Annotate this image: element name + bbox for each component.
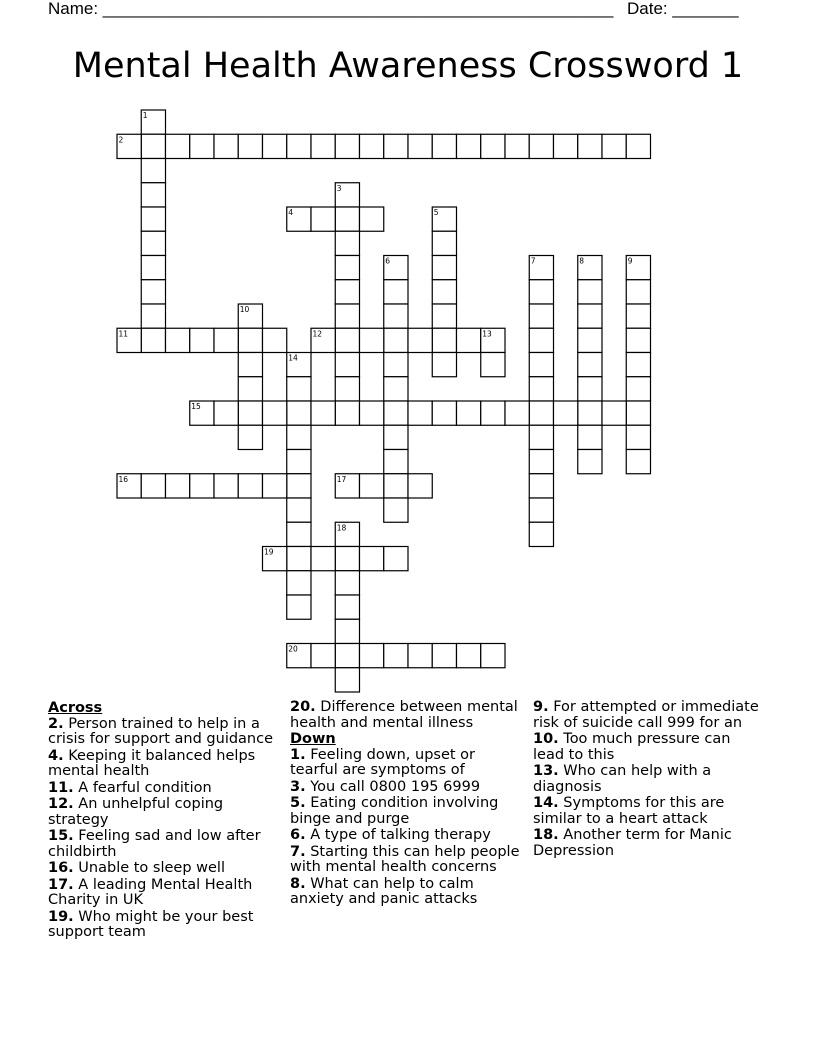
clue-text: Feeling sad and low after childbirth	[48, 828, 261, 860]
grid-cell[interactable]	[578, 425, 602, 449]
grid-cell[interactable]	[141, 256, 165, 280]
grid-cell[interactable]	[529, 425, 553, 449]
clue-number-label: 7	[530, 256, 536, 266]
clue-number-label: 20	[288, 644, 298, 654]
grid-cell[interactable]	[481, 134, 505, 158]
clue-number: 7.	[290, 843, 306, 860]
grid-cell[interactable]	[335, 134, 359, 158]
grid-cell[interactable]	[141, 231, 165, 255]
clue-down-5	[290, 796, 522, 827]
clue-text: Eating condition involving binge and purge	[290, 795, 499, 827]
grid-cell[interactable]	[529, 304, 553, 328]
clue-text: Starting this can help people with mental health concerns	[290, 843, 520, 875]
grid-cell[interactable]	[432, 280, 456, 304]
clues-column-1	[48, 700, 280, 942]
grid-cell[interactable]	[287, 377, 311, 401]
grid-cell[interactable]	[408, 328, 432, 352]
grid-cell[interactable]	[311, 134, 335, 158]
grid-cell[interactable]	[287, 401, 311, 425]
grid-cell[interactable]	[384, 328, 408, 352]
grid-cell[interactable]	[457, 644, 481, 668]
grid-cell[interactable]	[626, 134, 650, 158]
grid-cell[interactable]	[481, 401, 505, 425]
grid-cell[interactable]	[578, 328, 602, 352]
grid-cell[interactable]	[141, 328, 165, 352]
clue-number-label: 1	[142, 111, 148, 120]
clue-number: 14.	[533, 795, 559, 811]
grid-cell[interactable]	[384, 644, 408, 668]
clue-across-11	[48, 781, 280, 797]
grid-cell[interactable]	[505, 134, 529, 158]
grid-cell[interactable]	[529, 498, 553, 522]
grid-cell[interactable]	[287, 474, 311, 498]
grid-cell[interactable]	[190, 328, 214, 352]
grid-cell[interactable]	[408, 134, 432, 158]
clue-number-label: 4	[288, 208, 294, 217]
grid-cell[interactable]	[238, 474, 262, 498]
grid-cell[interactable]	[214, 134, 238, 158]
clue-across-12	[48, 797, 280, 828]
grid-cell[interactable]	[263, 134, 287, 158]
grid-cell[interactable]	[384, 304, 408, 328]
grid-cell[interactable]	[214, 401, 238, 425]
grid-cell[interactable]	[190, 474, 214, 498]
down-heading: Down	[290, 731, 336, 747]
grid-cell[interactable]	[238, 425, 262, 449]
grid-cell[interactable]	[311, 207, 335, 231]
grid-cell[interactable]	[335, 401, 359, 425]
grid-cell[interactable]	[141, 183, 165, 207]
clue-number: 19.	[48, 908, 74, 925]
grid-cell[interactable]	[335, 280, 359, 304]
clue-text: A type of talking therapy	[310, 827, 491, 843]
grid-cell[interactable]	[311, 401, 335, 425]
clue-text: Unable to sleep well	[78, 860, 225, 876]
grid-cell[interactable]	[238, 377, 262, 401]
clue-number: 12.	[48, 796, 74, 812]
clue-number-label: 2	[118, 135, 124, 145]
grid-cell[interactable]	[360, 134, 384, 158]
clue-number-label: 13	[482, 329, 492, 339]
grid-cell[interactable]	[335, 304, 359, 328]
grid-cell[interactable]	[408, 401, 432, 425]
clue-number-label: 19	[264, 547, 274, 557]
grid-cell[interactable]	[214, 328, 238, 352]
grid-cell[interactable]	[287, 425, 311, 449]
clue-text: Who might be your best support team	[48, 908, 254, 940]
clue-number: 15.	[48, 828, 74, 844]
grid-cell[interactable]	[529, 328, 553, 352]
grid-cell[interactable]	[578, 134, 602, 158]
grid-cell[interactable]	[141, 474, 165, 498]
clues-column-3	[533, 700, 765, 860]
grid-cell[interactable]	[214, 474, 238, 498]
grid-cell[interactable]	[287, 547, 311, 571]
clue-across-17	[48, 878, 280, 909]
clue-text: A fearful condition	[78, 779, 212, 796]
grid-cell[interactable]	[578, 377, 602, 401]
grid-cell[interactable]	[335, 619, 359, 643]
grid-cell[interactable]	[529, 522, 553, 546]
grid-cell[interactable]	[626, 280, 650, 304]
clue-number: 10.	[533, 731, 559, 747]
grid-cell[interactable]	[432, 401, 456, 425]
grid-cell[interactable]	[263, 401, 287, 425]
grid-cell[interactable]	[529, 401, 553, 425]
grid-cell[interactable]	[626, 353, 650, 377]
clue-number: 11.	[48, 779, 74, 796]
grid-cell[interactable]	[529, 377, 553, 401]
clue-number: 18.	[533, 827, 559, 843]
clue-number: 5.	[290, 795, 306, 811]
grid-cell[interactable]	[335, 547, 359, 571]
grid-cell[interactable]	[529, 353, 553, 377]
clue-text: What can help to calm anxiety and panic attacks	[290, 875, 478, 907]
grid-cell[interactable]	[626, 328, 650, 352]
grid-cell[interactable]	[335, 668, 359, 692]
clue-number: 4.	[48, 747, 64, 764]
date-line: Date: _______	[627, 0, 739, 18]
grid-cell[interactable]	[287, 595, 311, 619]
grid-cell[interactable]	[335, 644, 359, 668]
grid-cell[interactable]	[166, 474, 190, 498]
grid-cell[interactable]	[626, 304, 650, 328]
clue-number-label: 9	[627, 256, 633, 266]
clue-number-label: 11	[118, 329, 129, 339]
clue-text: Feeling down, upset or tearful are symptoms of	[290, 746, 476, 778]
grid-cell[interactable]	[529, 134, 553, 158]
grid-cell[interactable]	[505, 401, 529, 425]
clue-text: Too much pressure can lead to this	[533, 731, 731, 763]
clue-number: 8.	[290, 875, 306, 892]
grid-cell[interactable]	[529, 450, 553, 474]
clue-across-16	[48, 861, 280, 877]
grid-cell[interactable]	[287, 450, 311, 474]
grid-cell[interactable]	[626, 377, 650, 401]
grid-cell[interactable]	[481, 644, 505, 668]
grid-cell[interactable]	[626, 450, 650, 474]
clue-text: Another term for Manic Depression	[533, 827, 732, 859]
grid-cell[interactable]	[238, 401, 262, 425]
clue-across-2	[48, 717, 280, 748]
grid-cell[interactable]	[457, 328, 481, 352]
grid-cell[interactable]	[141, 159, 165, 183]
clue-text: A leading Mental Health Charity in UK	[48, 876, 253, 908]
grid-cell[interactable]	[384, 377, 408, 401]
grid-cell[interactable]	[360, 644, 384, 668]
grid-cell[interactable]	[190, 134, 214, 158]
grid-cell[interactable]	[311, 644, 335, 668]
clue-across-19	[48, 910, 280, 941]
grid-cell[interactable]	[578, 353, 602, 377]
grid-cell[interactable]	[384, 498, 408, 522]
grid-cell[interactable]	[554, 134, 578, 158]
clue-number-label: 17	[336, 474, 347, 484]
grid-cell[interactable]	[335, 256, 359, 280]
grid-cell[interactable]	[384, 353, 408, 377]
grid-cell[interactable]	[335, 328, 359, 352]
clue-across-20	[290, 700, 522, 731]
page-title: Mental Health Awareness Crossword 1	[72, 46, 744, 86]
grid-cell[interactable]	[360, 474, 384, 498]
grid-cell[interactable]	[335, 595, 359, 619]
clue-number: 6.	[290, 827, 306, 843]
grid-cell[interactable]	[432, 644, 456, 668]
clue-number: 20.	[290, 699, 316, 715]
clue-number: 3.	[290, 778, 306, 795]
clue-down-1	[290, 748, 522, 779]
clue-number: 1.	[290, 746, 306, 763]
clue-number: 17.	[48, 876, 74, 893]
grid-cell[interactable]	[384, 547, 408, 571]
grid-cell[interactable]	[529, 474, 553, 498]
clue-number-label: 15	[191, 402, 201, 411]
clue-down-14	[533, 796, 765, 827]
clue-number-label: 10	[239, 305, 250, 314]
clue-number-label: 8	[579, 256, 585, 266]
clue-down-18	[533, 828, 765, 859]
across-heading: Across	[48, 700, 103, 716]
clue-text: For attempted or immediate risk of suicide call 999 for an	[533, 699, 759, 731]
grid-cell[interactable]	[263, 474, 287, 498]
clue-text: Who can help with a diagnosis	[533, 763, 712, 795]
clue-text: Symptoms for this are similar to a heart attack	[533, 795, 725, 827]
grid-cell[interactable]	[457, 401, 481, 425]
clue-number: 9.	[533, 699, 549, 715]
clue-number-label: 5	[433, 208, 439, 217]
grid-cell[interactable]	[481, 353, 505, 377]
grid-cell[interactable]	[238, 328, 262, 352]
grid-cell[interactable]	[408, 644, 432, 668]
grid-cell[interactable]	[360, 328, 384, 352]
clue-down-9	[533, 700, 765, 731]
grid-cell[interactable]	[287, 571, 311, 595]
clue-text: Person trained to help in a crisis for support and guidance	[48, 715, 274, 747]
clues-column-2	[290, 700, 522, 909]
grid-cell[interactable]	[141, 134, 165, 158]
grid-cell[interactable]	[384, 425, 408, 449]
grid-cell[interactable]	[384, 280, 408, 304]
clue-text: Difference between mental health and mental illness	[290, 699, 518, 731]
grid-cell[interactable]	[287, 498, 311, 522]
grid-cell[interactable]	[141, 304, 165, 328]
grid-cell[interactable]	[432, 231, 456, 255]
grid-cell[interactable]	[408, 474, 432, 498]
grid-cell[interactable]	[529, 280, 553, 304]
grid-cell[interactable]	[335, 571, 359, 595]
grid-cell[interactable]	[578, 450, 602, 474]
grid-cell[interactable]	[602, 134, 626, 158]
clue-down-8	[290, 877, 522, 908]
grid-cell[interactable]	[384, 401, 408, 425]
grid-cell[interactable]	[238, 353, 262, 377]
grid-cell[interactable]	[335, 353, 359, 377]
clue-text: An unhelpful coping strategy	[48, 796, 224, 828]
clue-number: 2.	[48, 715, 64, 732]
grid-cell[interactable]	[578, 304, 602, 328]
grid-cell[interactable]	[141, 207, 165, 231]
clue-number-label: 16	[118, 474, 129, 484]
grid-cell[interactable]	[432, 353, 456, 377]
clue-down-3	[290, 780, 522, 796]
grid-cell[interactable]	[335, 207, 359, 231]
grid-cell[interactable]	[384, 134, 408, 158]
grid-cell[interactable]	[602, 401, 626, 425]
grid-cell[interactable]	[384, 450, 408, 474]
clue-number-label: 3	[336, 183, 342, 193]
grid-cell[interactable]	[432, 134, 456, 158]
clue-down-6	[290, 828, 522, 844]
grid-cell[interactable]	[263, 328, 287, 352]
grid-cell[interactable]	[432, 304, 456, 328]
grid-cell[interactable]	[554, 401, 578, 425]
grid-cell[interactable]	[166, 134, 190, 158]
grid-cell[interactable]	[360, 207, 384, 231]
grid-cell[interactable]	[578, 401, 602, 425]
clue-across-4	[48, 749, 280, 780]
clue-text: Keeping it balanced helps mental health	[48, 747, 256, 779]
grid-cell[interactable]	[287, 522, 311, 546]
clue-across-15	[48, 829, 280, 860]
name-line: Name: ______________________________________________________	[48, 0, 614, 18]
grid-cell[interactable]	[432, 328, 456, 352]
clue-number: 16.	[48, 860, 74, 876]
grid-cell[interactable]	[311, 547, 335, 571]
grid-cell[interactable]	[238, 134, 262, 158]
grid-cell[interactable]	[626, 425, 650, 449]
grid-cell[interactable]	[360, 547, 384, 571]
grid-cell[interactable]	[384, 474, 408, 498]
clue-down-7	[290, 845, 522, 876]
grid-cell[interactable]	[626, 401, 650, 425]
grid-cell[interactable]	[287, 134, 311, 158]
clue-down-13	[533, 764, 765, 795]
grid-cell[interactable]	[335, 231, 359, 255]
grid-cell[interactable]	[335, 377, 359, 401]
clue-number-label: 14	[288, 353, 298, 363]
grid-cell[interactable]	[141, 280, 165, 304]
clue-number-label: 6	[385, 256, 391, 266]
clue-down-10	[533, 732, 765, 763]
clue-number: 13.	[533, 763, 559, 779]
grid-cell[interactable]	[166, 328, 190, 352]
clue-text: You call 0800 195 6999	[310, 778, 481, 795]
clue-number-label: 12	[312, 329, 323, 339]
clue-number-label: 18	[336, 523, 347, 533]
grid-cell[interactable]	[360, 401, 384, 425]
grid-cell[interactable]	[432, 256, 456, 280]
grid-cell[interactable]	[578, 280, 602, 304]
grid-cell[interactable]	[457, 134, 481, 158]
